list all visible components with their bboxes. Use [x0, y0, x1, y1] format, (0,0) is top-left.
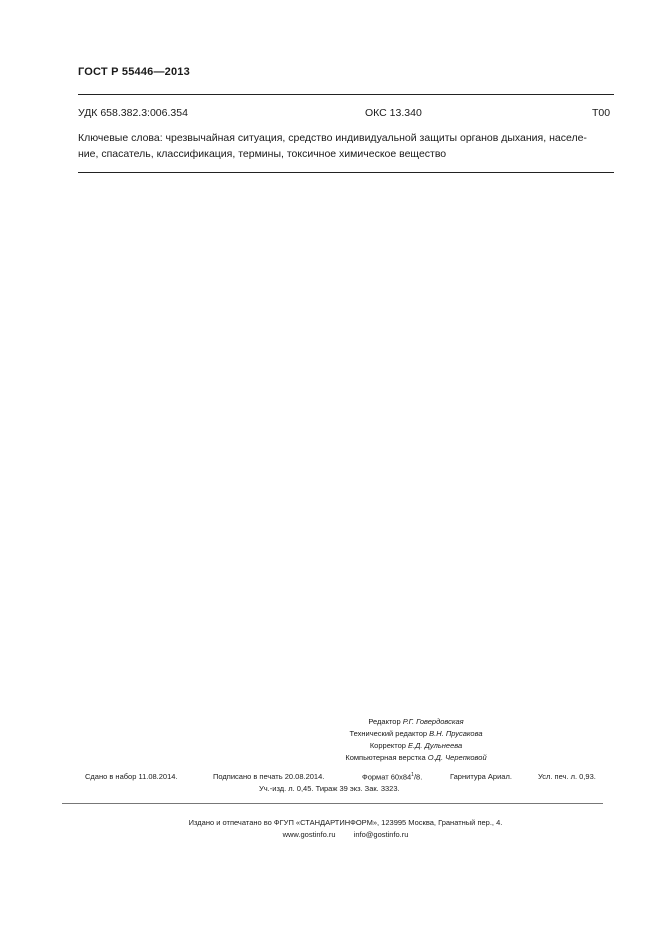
top-divider: [78, 94, 614, 95]
udk-code: УДК 658.382.3:006.354: [78, 107, 188, 119]
imprint-divider: [62, 803, 603, 804]
keywords-line-2: ние, спасатель, классификация, термины, токсичное химическое вещество: [78, 148, 447, 160]
corrector-credit: Корректор Е.Д. Дульнеева: [369, 741, 463, 750]
signed-date: Подписано в печать 20.08.2014.: [213, 772, 325, 781]
group-code: Т00: [592, 107, 611, 119]
bottom-divider: [78, 172, 614, 173]
publisher-website[interactable]: www.gostinfo.ru: [282, 830, 336, 839]
print-sheets: Усл. печ. л. 0,93.: [538, 772, 596, 781]
keywords-block: [78, 130, 618, 162]
layout-credit: Компьютерная верстка О.Д. Черепковой: [345, 753, 487, 762]
typeface: Гарнитура Ариал.: [450, 772, 512, 781]
paper-format: Формат $60x84^1/8$.: [362, 772, 423, 782]
oks-code: ОКС 13.340: [365, 107, 422, 119]
editor-credit: Редактор Р.Г. Говердовская: [368, 717, 464, 726]
keywords-line-1: Ключевые слова: чрезвычайная ситуация, средство индивидуальной защиты органов дыхания, населе-: [78, 132, 587, 144]
standard-code: ГОСТ Р 55446—2013: [78, 66, 190, 78]
credits-block: [200, 716, 632, 764]
typeset-date: Сдано в набор 11.08.2014.: [85, 772, 178, 781]
publisher-contacts: [0, 830, 661, 839]
tech-editor-credit: Технический редактор В.Н. Прусакова: [349, 729, 483, 738]
publisher-email[interactable]: info@gostinfo.ru: [353, 830, 409, 839]
publish-sheets-run-order: Уч.-изд. л. 0,45. Тираж 39 экз. Зак. 3323.: [259, 784, 400, 793]
publisher-line: Издано и отпечатано во ФГУП «СТАНДАРТИНФОРМ», 123995 Москва, Гранатный пер., 4.: [188, 818, 503, 827]
